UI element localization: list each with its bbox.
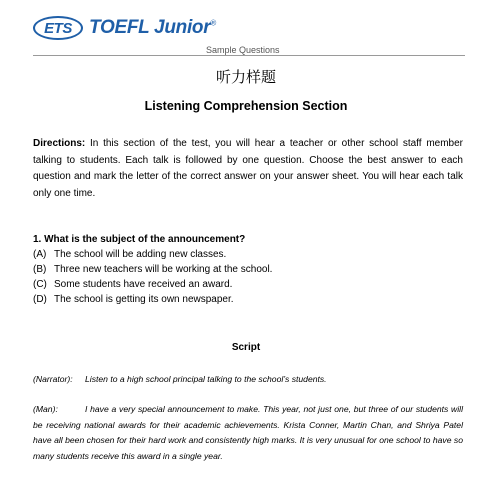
- option-letter: (A): [33, 249, 47, 260]
- option-letter: (B): [33, 264, 47, 275]
- logo-product-name: TOEFL Junior: [89, 17, 211, 38]
- answer-option-a: [33, 247, 463, 262]
- narrator-line: [33, 374, 463, 384]
- answer-option-c: [33, 277, 463, 292]
- ets-logo-text: ETS: [44, 19, 72, 37]
- toefl-junior-logo: [33, 13, 216, 43]
- answer-options: [33, 247, 463, 307]
- answer-option-b: [33, 262, 463, 277]
- man-speech: [33, 402, 463, 464]
- directions-label: Directions:: [33, 138, 86, 149]
- option-letter: (C): [33, 279, 47, 290]
- toefl-junior-logo-text: [89, 17, 216, 39]
- question-stem: 1. What is the subject of the announcement?: [33, 234, 246, 245]
- ets-logo-oval: [33, 16, 83, 40]
- man-text: I have a very special announcement to make. This year, not just one, but three of our students will be receiving national awards for their academic achievements. Krista Conner, Martin Chan, and Shriya Patel have all been chosen for their hard work and consistently high marks. It is very unusual for one school to have so many students receive this award in a single year.: [33, 404, 463, 461]
- option-text: Some students have received an award.: [54, 279, 233, 290]
- section-title: Listening Comprehension Section: [144, 99, 348, 113]
- narrator-text: Listen to a high school principal talking to the school’s students.: [85, 374, 327, 384]
- script-title: Script: [231, 342, 261, 353]
- sample-questions-label: Sample Questions: [206, 45, 280, 55]
- option-text: The school is getting its own newspaper.: [54, 294, 234, 305]
- header-divider: [33, 55, 465, 56]
- chinese-title: 听力样题: [215, 68, 276, 86]
- directions-text: In this section of the test, you will hear a teacher or other school staff member talking to students. Each talk is followed by one question. Choose the best answer to each question and mark the letter of the correct answer on your answer sheet. You will hear each talk only one time.: [33, 138, 463, 199]
- answer-option-d: [33, 292, 463, 307]
- registered-mark: ®: [210, 18, 216, 28]
- man-label: (Man):: [33, 404, 58, 414]
- option-letter: (D): [33, 294, 47, 305]
- directions-paragraph: [33, 136, 463, 202]
- narrator-label: (Narrator):: [33, 374, 73, 384]
- option-text: Three new teachers will be working at the school.: [54, 264, 273, 275]
- option-text: The school will be adding new classes.: [54, 249, 227, 260]
